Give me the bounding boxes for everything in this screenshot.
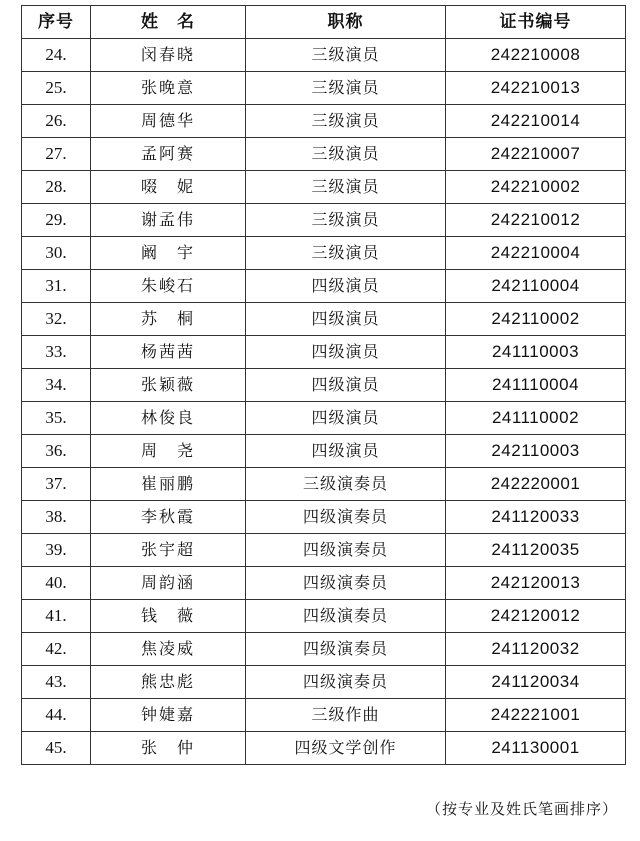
table-row [22,402,626,435]
table-row [22,105,626,138]
title-cell: 四级演员 [246,270,446,303]
name-cell: 苏 桐 [91,303,246,336]
certificate-number-cell: 242120013 [446,567,626,600]
serial-number-cell: 43. [22,666,91,699]
table-row [22,567,626,600]
title-cell: 四级演奏员 [246,600,446,633]
title-cell: 四级演员 [246,402,446,435]
name-cell: 焦凌威 [91,633,246,666]
certificate-number-cell: 242120012 [446,600,626,633]
title-cell: 三级演员 [246,204,446,237]
title-cell: 三级演员 [246,171,446,204]
serial-number-cell: 26. [22,105,91,138]
certificate-number-cell: 241120032 [446,633,626,666]
table-row [22,468,626,501]
name-cell: 阚 宇 [91,237,246,270]
title-cell: 四级演员 [246,435,446,468]
title-cell: 四级演员 [246,336,446,369]
name-cell: 李秋霞 [91,501,246,534]
table-row [22,369,626,402]
serial-number-cell: 28. [22,171,91,204]
name-cell: 钟婕嘉 [91,699,246,732]
serial-number-cell: 36. [22,435,91,468]
title-cell: 四级演员 [246,369,446,402]
name-cell: 朱峻石 [91,270,246,303]
table-row [22,600,626,633]
serial-number-cell: 37. [22,468,91,501]
table-row [22,336,626,369]
serial-number-cell: 27. [22,138,91,171]
table-row [22,204,626,237]
table-row [22,633,626,666]
table-row [22,666,626,699]
certificate-number-cell: 242221001 [446,699,626,732]
certificate-number-cell: 242210014 [446,105,626,138]
certificate-number-cell: 242110002 [446,303,626,336]
name-cell: 张颖薇 [91,369,246,402]
serial-number-cell: 35. [22,402,91,435]
certificate-number-cell: 242210004 [446,237,626,270]
table-row [22,501,626,534]
certificate-number-cell: 241120034 [446,666,626,699]
serial-number-cell: 33. [22,336,91,369]
serial-number-cell: 24. [22,39,91,72]
table-body [22,39,626,765]
title-cell: 三级作曲 [246,699,446,732]
table-row [22,534,626,567]
name-cell: 周德华 [91,105,246,138]
table-row [22,39,626,72]
certificate-number-cell: 241130001 [446,732,626,765]
name-cell: 林俊良 [91,402,246,435]
title-cell: 四级演奏员 [246,501,446,534]
table-row [22,303,626,336]
name-cell: 张 仲 [91,732,246,765]
table-row [22,138,626,171]
name-cell: 周韵涵 [91,567,246,600]
title-cell: 三级演员 [246,39,446,72]
name-cell: 钱 薇 [91,600,246,633]
sort-order-note: （按专业及姓氏笔画排序） [425,800,618,818]
certificate-table [21,5,626,765]
serial-number-cell: 25. [22,72,91,105]
certificate-number-cell: 242210013 [446,72,626,105]
name-cell: 闵春晓 [91,39,246,72]
serial-number-cell: 44. [22,699,91,732]
certificate-number-cell: 241110003 [446,336,626,369]
certificate-number-cell: 241120033 [446,501,626,534]
name-cell: 熊忠彪 [91,666,246,699]
certificate-number-cell: 242110003 [446,435,626,468]
title-cell: 四级演奏员 [246,534,446,567]
header-certificate-number: 证书编号 [446,6,626,39]
title-cell: 四级文学创作 [246,732,446,765]
table-row [22,270,626,303]
table-row [22,72,626,105]
serial-number-cell: 40. [22,567,91,600]
header-row [22,6,626,39]
certificate-number-cell: 242110004 [446,270,626,303]
certificate-number-cell: 241110002 [446,402,626,435]
table-row [22,732,626,765]
serial-number-cell: 30. [22,237,91,270]
serial-number-cell: 45. [22,732,91,765]
title-cell: 三级演员 [246,105,446,138]
table-row [22,171,626,204]
table-header [22,6,626,39]
serial-number-cell: 34. [22,369,91,402]
name-cell: 啜 妮 [91,171,246,204]
title-cell: 三级演员 [246,72,446,105]
name-cell: 杨茜茜 [91,336,246,369]
serial-number-cell: 42. [22,633,91,666]
table-row [22,435,626,468]
certificate-number-cell: 241120035 [446,534,626,567]
title-cell: 四级演员 [246,303,446,336]
certificate-number-cell: 241110004 [446,369,626,402]
title-cell: 四级演奏员 [246,666,446,699]
title-cell: 四级演奏员 [246,567,446,600]
header-name: 姓 名 [91,6,246,39]
name-cell: 崔丽鹏 [91,468,246,501]
name-cell: 张宇超 [91,534,246,567]
certificate-number-cell: 242220001 [446,468,626,501]
title-cell: 三级演员 [246,237,446,270]
header-title: 职称 [246,6,446,39]
title-cell: 四级演奏员 [246,633,446,666]
table-row [22,237,626,270]
name-cell: 谢孟伟 [91,204,246,237]
serial-number-cell: 29. [22,204,91,237]
certificate-number-cell: 242210007 [446,138,626,171]
serial-number-cell: 31. [22,270,91,303]
name-cell: 孟阿赛 [91,138,246,171]
serial-number-cell: 32. [22,303,91,336]
table-row [22,699,626,732]
certificate-number-cell: 242210008 [446,39,626,72]
name-cell: 张晚意 [91,72,246,105]
title-cell: 三级演奏员 [246,468,446,501]
certificate-number-cell: 242210012 [446,204,626,237]
header-serial-number: 序号 [22,6,91,39]
serial-number-cell: 41. [22,600,91,633]
title-cell: 三级演员 [246,138,446,171]
serial-number-cell: 39. [22,534,91,567]
serial-number-cell: 38. [22,501,91,534]
name-cell: 周 尧 [91,435,246,468]
certificate-number-cell: 242210002 [446,171,626,204]
